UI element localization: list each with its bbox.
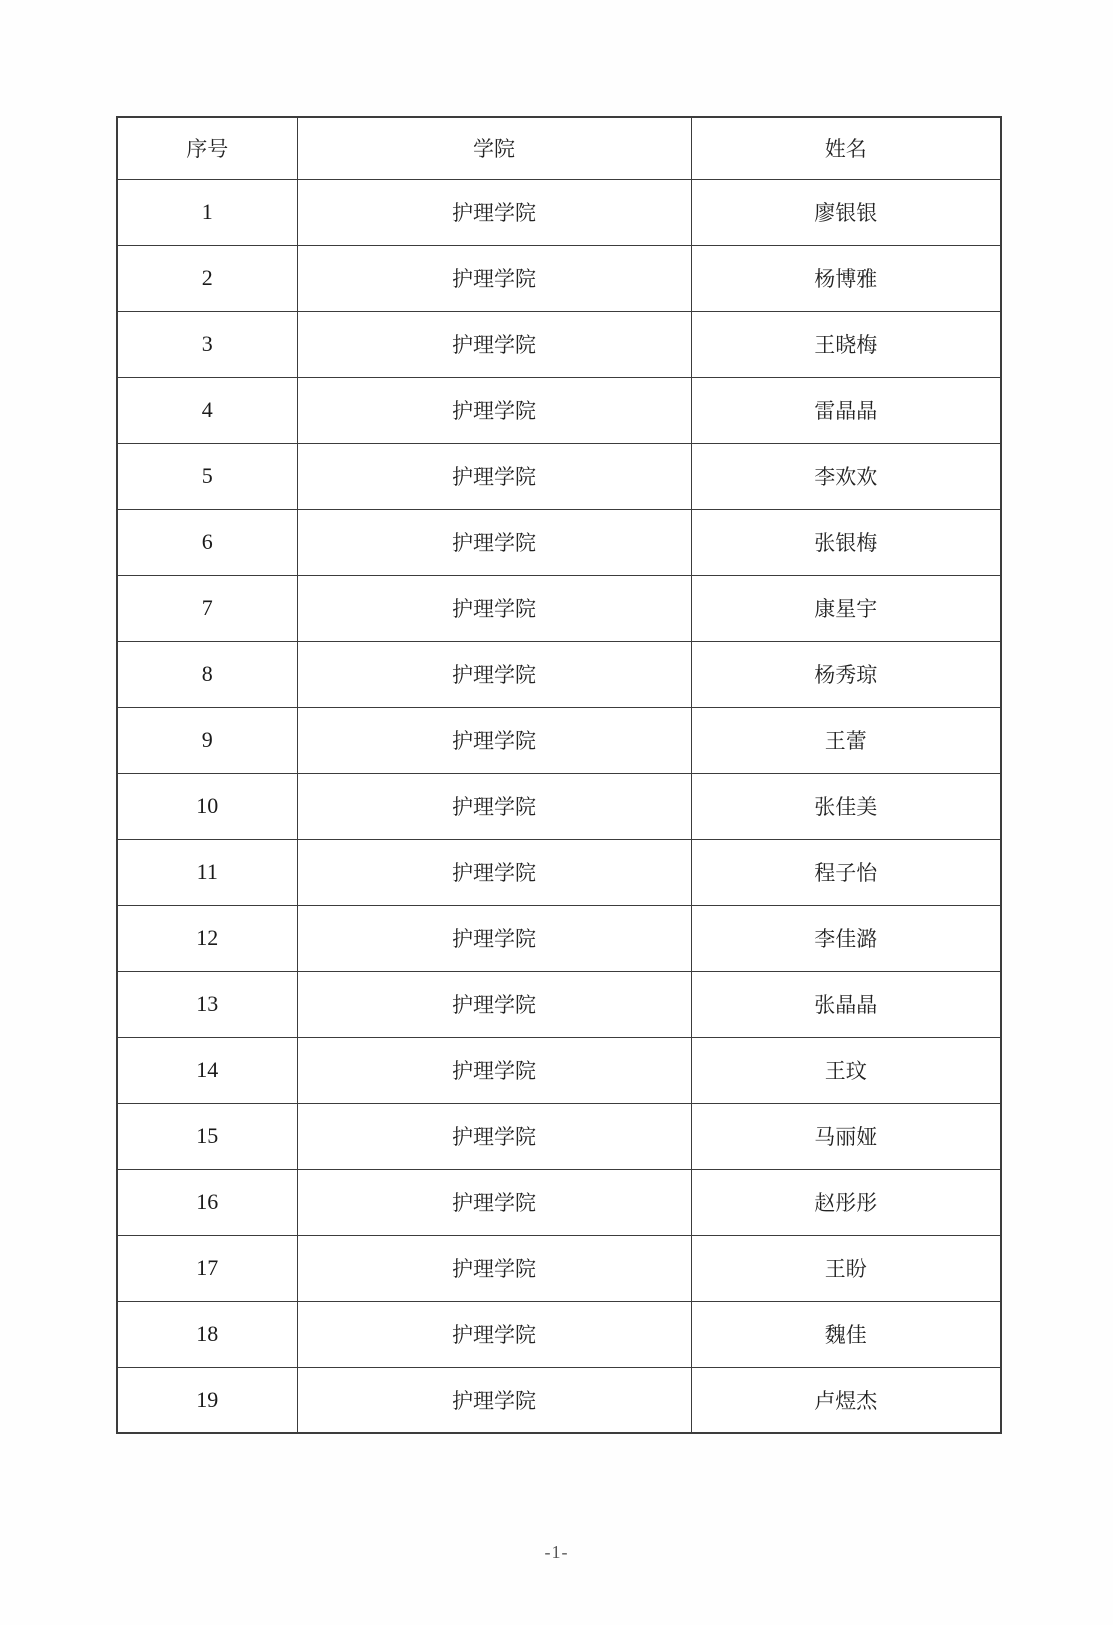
serial-number-cell: 18 [117, 1301, 297, 1367]
roster-table [116, 116, 1002, 1434]
table-row [117, 1103, 1001, 1169]
college-cell: 护理学院 [297, 1235, 691, 1301]
college-cell: 护理学院 [297, 1103, 691, 1169]
serial-number-cell: 17 [117, 1235, 297, 1301]
college-cell: 护理学院 [297, 905, 691, 971]
name-cell: 张银梅 [691, 509, 1001, 575]
name-cell: 王晓梅 [691, 311, 1001, 377]
college-cell: 护理学院 [297, 509, 691, 575]
serial-number-cell: 14 [117, 1037, 297, 1103]
serial-number-cell: 12 [117, 905, 297, 971]
college-cell: 护理学院 [297, 1301, 691, 1367]
table-row [117, 245, 1001, 311]
name-cell: 李欢欢 [691, 443, 1001, 509]
table-row [117, 1037, 1001, 1103]
college-cell: 护理学院 [297, 971, 691, 1037]
college-cell: 护理学院 [297, 641, 691, 707]
college-cell: 护理学院 [297, 1169, 691, 1235]
college-cell: 护理学院 [297, 377, 691, 443]
header-college: 学院 [297, 117, 691, 179]
table-row [117, 311, 1001, 377]
college-cell: 护理学院 [297, 311, 691, 377]
name-cell: 廖银银 [691, 179, 1001, 245]
table-row [117, 1301, 1001, 1367]
name-cell: 王蕾 [691, 707, 1001, 773]
table-header-row [117, 117, 1001, 179]
serial-number-cell: 7 [117, 575, 297, 641]
serial-number-cell: 6 [117, 509, 297, 575]
name-cell: 马丽娅 [691, 1103, 1001, 1169]
serial-number-cell: 16 [117, 1169, 297, 1235]
table-row [117, 1367, 1001, 1433]
college-cell: 护理学院 [297, 839, 691, 905]
table-row [117, 509, 1001, 575]
serial-number-cell: 8 [117, 641, 297, 707]
serial-number-cell: 9 [117, 707, 297, 773]
name-cell: 程子怡 [691, 839, 1001, 905]
table-row [117, 641, 1001, 707]
table-row [117, 575, 1001, 641]
college-cell: 护理学院 [297, 707, 691, 773]
college-cell: 护理学院 [297, 179, 691, 245]
name-cell: 李佳潞 [691, 905, 1001, 971]
name-cell: 杨博雅 [691, 245, 1001, 311]
serial-number-cell: 2 [117, 245, 297, 311]
table-row [117, 773, 1001, 839]
name-cell: 张佳美 [691, 773, 1001, 839]
table-row [117, 971, 1001, 1037]
table-row [117, 905, 1001, 971]
table-row [117, 1169, 1001, 1235]
name-cell: 卢煜杰 [691, 1367, 1001, 1433]
table-row [117, 443, 1001, 509]
name-cell: 魏佳 [691, 1301, 1001, 1367]
table-row [117, 839, 1001, 905]
college-cell: 护理学院 [297, 443, 691, 509]
serial-number-cell: 5 [117, 443, 297, 509]
serial-number-cell: 13 [117, 971, 297, 1037]
serial-number-cell: 4 [117, 377, 297, 443]
table-row [117, 1235, 1001, 1301]
table-row [117, 179, 1001, 245]
serial-number-cell: 11 [117, 839, 297, 905]
serial-number-cell: 10 [117, 773, 297, 839]
name-cell: 杨秀琼 [691, 641, 1001, 707]
table-row [117, 377, 1001, 443]
table-row [117, 707, 1001, 773]
name-cell: 张晶晶 [691, 971, 1001, 1037]
college-cell: 护理学院 [297, 245, 691, 311]
table-body [117, 179, 1001, 1433]
header-serial-number: 序号 [117, 117, 297, 179]
name-cell: 王玟 [691, 1037, 1001, 1103]
college-cell: 护理学院 [297, 575, 691, 641]
college-cell: 护理学院 [297, 1037, 691, 1103]
college-cell: 护理学院 [297, 1367, 691, 1433]
header-name: 姓名 [691, 117, 1001, 179]
college-cell: 护理学院 [297, 773, 691, 839]
serial-number-cell: 1 [117, 179, 297, 245]
serial-number-cell: 15 [117, 1103, 297, 1169]
serial-number-cell: 3 [117, 311, 297, 377]
name-cell: 康星宇 [691, 575, 1001, 641]
serial-number-cell: 19 [117, 1367, 297, 1433]
name-cell: 雷晶晶 [691, 377, 1001, 443]
page-number: -1- [544, 1542, 569, 1562]
name-cell: 赵彤彤 [691, 1169, 1001, 1235]
name-cell: 王盼 [691, 1235, 1001, 1301]
